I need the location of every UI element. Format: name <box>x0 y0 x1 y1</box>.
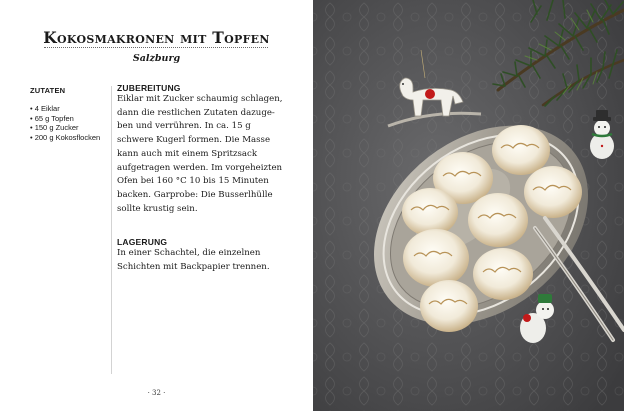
ingredients-heading: ZUTATEN <box>30 86 66 95</box>
macaroon <box>420 280 478 332</box>
storage-text: In einer Schachtel, die einzelnen Schichten mit Backpapier trennen. <box>117 248 270 272</box>
preparation-text: Eiklar mit Zucker schaumig schlagen, dann die restlichen Zutaten dazugeben und verrühren. In ca. 15 g schwere Kugerl formen. Die Masse kann auch mit einem Spritzsack aufgetragen werden. Im vorgeheizten Ofen bei 160 °C 10 bis 15 Minuten backen. Garprobe: Die Busserlhülle sollte krustig sein. <box>117 94 283 214</box>
recipe-title: Kokosmakronen mit Topfen <box>43 28 270 47</box>
ingredient-item: • 200 g Kokosflocken <box>30 133 106 143</box>
macaroon <box>524 166 582 218</box>
storage-heading: LAGERUNG <box>117 237 168 247</box>
ingredient-item: • 65 g Topfen <box>30 114 106 124</box>
macaroon <box>473 248 533 300</box>
ingredient-item: • 150 g Zucker <box>30 123 106 133</box>
ingredient-item: • 4 Eiklar <box>30 104 106 114</box>
title-divider <box>44 47 268 48</box>
storage-section <box>117 237 287 274</box>
column-divider <box>111 86 112 374</box>
ingredient-list <box>30 104 106 142</box>
macaroon <box>492 125 550 175</box>
preparation-section <box>117 83 287 216</box>
page-number: · 32 · <box>147 389 166 397</box>
recipe-region: Salzburg <box>132 53 181 64</box>
snowman-figurine <box>590 110 614 159</box>
food-photo <box>313 0 624 411</box>
preparation-heading: ZUBEREITUNG <box>117 83 181 93</box>
macaroon <box>403 229 469 287</box>
macaroon <box>402 188 458 236</box>
macaroon <box>468 193 528 247</box>
macaroon-tray-photo <box>313 0 624 411</box>
